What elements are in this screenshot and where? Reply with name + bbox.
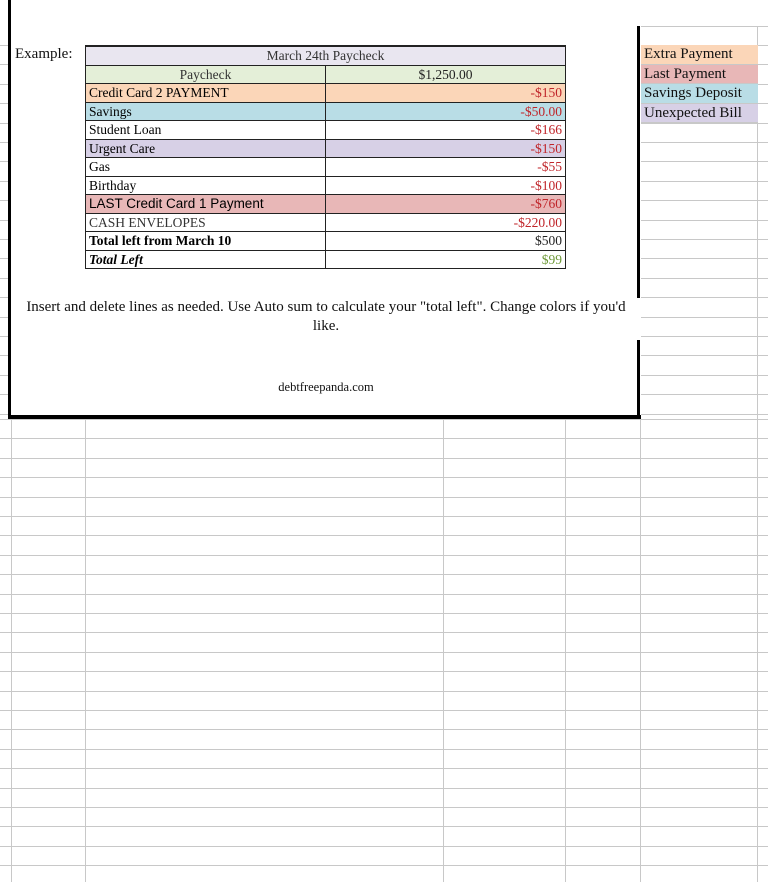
expense-amount[interactable]: -$166 <box>326 121 566 140</box>
grid-row-line <box>641 123 768 124</box>
total-left-row <box>86 250 566 269</box>
expense-amount[interactable]: -$150 <box>326 84 566 103</box>
total-left-amount[interactable]: $99 <box>326 250 566 269</box>
grid-row-line <box>0 497 768 498</box>
grid-row-line <box>641 336 768 337</box>
expense-row <box>86 213 566 232</box>
expense-row <box>86 176 566 195</box>
grid-row-line <box>641 355 768 356</box>
grid-row-line <box>0 438 768 439</box>
legend-savings-deposit[interactable]: Savings Deposit <box>641 84 758 104</box>
grid-row-line <box>0 258 8 259</box>
grid-row-line <box>641 181 768 182</box>
grid-row-line <box>0 555 768 556</box>
example-box-left-border <box>8 0 11 418</box>
grid-row-line <box>0 846 768 847</box>
grid-column-line <box>443 419 444 882</box>
grid-row-line <box>0 749 768 750</box>
grid-row-line <box>0 632 768 633</box>
expense-label[interactable]: Savings <box>86 102 326 121</box>
expense-amount[interactable]: -$150 <box>326 139 566 158</box>
site-credit: debtfreepanda.com <box>278 380 374 394</box>
grid-row-line <box>641 317 768 318</box>
grid-row-line <box>641 278 768 279</box>
color-legend <box>641 45 758 123</box>
expense-row <box>86 84 566 103</box>
grid-row-line <box>0 278 8 279</box>
grid-row-line <box>0 355 8 356</box>
grid-row-line <box>0 239 8 240</box>
grid-row-line <box>641 161 768 162</box>
grid-row-line <box>641 375 768 376</box>
legend-last-payment[interactable]: Last Payment <box>641 64 758 84</box>
grid-row-line <box>0 200 8 201</box>
grid-row-line <box>641 26 768 27</box>
expense-label[interactable]: LAST Credit Card 1 Payment <box>86 195 326 214</box>
carryover-label[interactable]: Total left from March 10 <box>86 232 326 251</box>
expense-row <box>86 102 566 121</box>
grid-row-line <box>0 691 768 692</box>
grid-row-line <box>0 613 768 614</box>
expense-label[interactable]: CASH ENVELOPES <box>86 213 326 232</box>
grid-row-line <box>641 258 768 259</box>
expense-row <box>86 158 566 177</box>
legend-extra-payment[interactable]: Extra Payment <box>641 45 758 64</box>
grid-row-line <box>0 142 8 143</box>
grid-row-line <box>0 297 8 298</box>
grid-row-line <box>0 710 768 711</box>
grid-row-line <box>0 652 768 653</box>
grid-column-line <box>11 419 12 882</box>
grid-row-line <box>641 142 768 143</box>
legend-unexpected-bill[interactable]: Unexpected Bill <box>641 103 758 123</box>
grid-row-line <box>0 671 768 672</box>
grid-row-line <box>0 516 768 517</box>
carryover-row <box>86 232 566 251</box>
grid-row-line <box>0 394 8 395</box>
grid-row-line <box>0 594 768 595</box>
expense-label[interactable]: Birthday <box>86 176 326 195</box>
grid-column-line <box>85 419 86 882</box>
grid-row-line <box>0 64 8 65</box>
expense-row <box>86 195 566 214</box>
grid-row-line <box>0 865 768 866</box>
grid-row-line <box>641 239 768 240</box>
grid-row-line <box>0 414 8 415</box>
paycheck-title[interactable]: March 24th Paycheck <box>86 46 566 65</box>
expense-label[interactable]: Urgent Care <box>86 139 326 158</box>
expense-label[interactable]: Credit Card 2 PAYMENT <box>86 84 326 103</box>
grid-row-line <box>0 84 8 85</box>
grid-row-line <box>0 123 8 124</box>
grid-row-line <box>0 45 8 46</box>
paycheck-table <box>85 45 566 269</box>
example-label: Example: <box>15 46 73 62</box>
grid-row-line <box>0 574 768 575</box>
grid-row-line <box>0 103 8 104</box>
expense-row <box>86 121 566 140</box>
expense-label[interactable]: Student Loan <box>86 121 326 140</box>
grid-row-line <box>0 458 768 459</box>
grid-row-line <box>0 477 768 478</box>
grid-row-line <box>0 807 768 808</box>
expense-amount[interactable]: -$55 <box>326 158 566 177</box>
grid-row-line <box>0 220 8 221</box>
example-box-right-border-top <box>637 26 640 298</box>
example-box-right-border-bottom <box>637 340 640 418</box>
grid-column-line <box>757 419 758 882</box>
expense-row <box>86 139 566 158</box>
grid-row-line <box>0 317 8 318</box>
example-box-bottom-border <box>8 415 641 419</box>
carryover-amount[interactable]: $500 <box>326 232 566 251</box>
instructions-note: Insert and delete lines as needed. Use Auto sum to calculate your "total left". Change colors if you'd like. <box>26 299 626 334</box>
grid-row-line <box>0 181 8 182</box>
grid-row-line <box>641 297 768 298</box>
income-amount[interactable]: $1,250.00 <box>326 65 566 84</box>
grid-column-line <box>640 419 641 882</box>
expense-label[interactable]: Gas <box>86 158 326 177</box>
expense-amount[interactable]: -$760 <box>326 195 566 214</box>
expense-amount[interactable]: -$220.00 <box>326 213 566 232</box>
grid-row-line <box>0 375 8 376</box>
grid-row-line <box>0 788 768 789</box>
expense-amount[interactable]: -$100 <box>326 176 566 195</box>
grid-row-line <box>0 826 768 827</box>
grid-row-line <box>0 535 768 536</box>
grid-row-line <box>0 161 8 162</box>
grid-row-line <box>0 419 768 420</box>
total-left-label[interactable]: Total Left <box>86 250 326 269</box>
grid-column-line <box>565 419 566 882</box>
grid-row-line <box>641 220 768 221</box>
grid-row-line <box>641 414 768 415</box>
grid-row-line <box>0 768 768 769</box>
grid-row-line <box>0 729 768 730</box>
grid-row-line <box>641 200 768 201</box>
expense-amount[interactable]: -$50.00 <box>326 102 566 121</box>
income-label[interactable]: Paycheck <box>86 65 326 84</box>
grid-row-line <box>641 394 768 395</box>
grid-row-line <box>0 336 8 337</box>
